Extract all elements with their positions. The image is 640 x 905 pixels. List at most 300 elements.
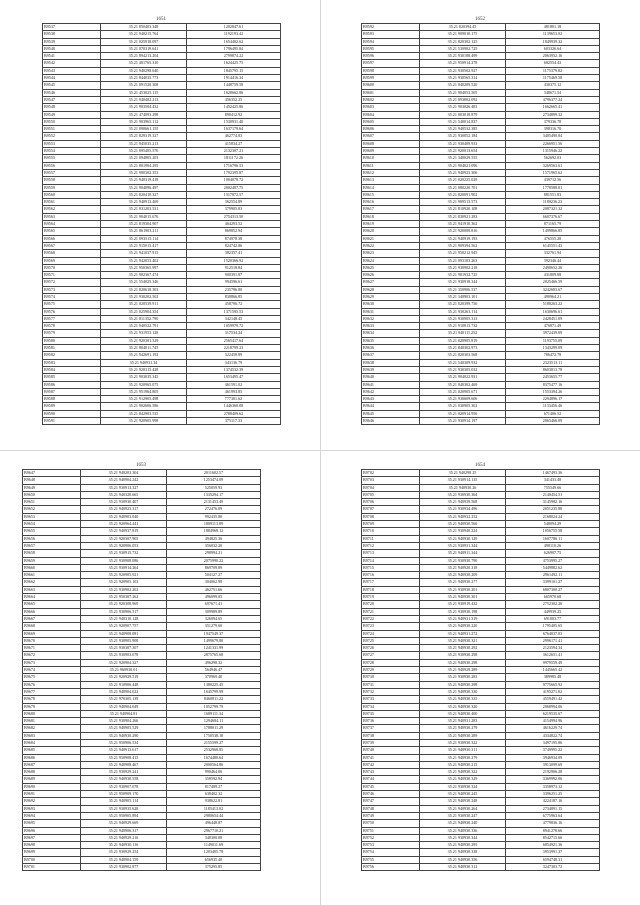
value-cell: 691003.77 — [506, 615, 600, 622]
coordinate-cell: 35.21 940911.344 — [420, 550, 506, 557]
coordinate-cell: 35.21 940930.240 — [420, 820, 506, 827]
value-cell: 392346.44 — [506, 257, 600, 264]
table-row — [43, 257, 281, 264]
point-id-cell: B9752 — [362, 834, 420, 841]
coordinate-cell: 35.21 025918.097 — [101, 38, 187, 45]
coordinate-cell: 35.21 930931.344 — [420, 542, 506, 549]
point-id-cell: B9736 — [362, 718, 420, 725]
table-row — [23, 805, 261, 812]
value-cell: 656935.40 — [167, 856, 261, 863]
table-row — [362, 366, 600, 373]
table-row — [43, 330, 281, 337]
table-row — [362, 45, 600, 52]
coordinate-cell: 35.21 940930.400 — [420, 710, 506, 717]
table-row — [362, 491, 600, 498]
value-cell: 2123594.34 — [506, 645, 600, 652]
coordinate-cell: 35.21 940930.329 — [420, 776, 506, 783]
value-cell: 2192906.28 — [506, 769, 600, 776]
value-cell: 2565417.64 — [187, 337, 281, 344]
point-id-cell: B9702 — [362, 470, 420, 477]
value-cell: 817489.27 — [167, 783, 261, 790]
table-row — [43, 155, 281, 162]
point-id-cell: B9615 — [362, 191, 420, 198]
coordinate-cell: 35.21 940930.330 — [420, 688, 506, 695]
point-id-cell: B9547 — [43, 96, 101, 103]
table-row — [23, 864, 261, 871]
value-cell: 2000564.86 — [167, 761, 261, 768]
table-row — [362, 718, 600, 725]
point-id-cell: B9614 — [362, 184, 420, 191]
table-row — [362, 528, 600, 535]
table-row — [23, 783, 261, 790]
value-cell: 8941278.66 — [506, 827, 600, 834]
coordinate-cell: 35.21 940930.129 — [420, 535, 506, 542]
coordinate-table — [22, 469, 261, 871]
coordinate-cell: 35.21 040402.213 — [101, 96, 187, 103]
table-row — [362, 24, 600, 31]
point-id-cell: B9713 — [362, 550, 420, 557]
page-1653 — [22, 462, 260, 871]
point-id-cell: B9732 — [362, 688, 420, 695]
table-row — [362, 206, 600, 213]
coordinate-cell: 35.21 850403.348 — [101, 24, 187, 31]
point-id-cell: B9703 — [362, 477, 420, 484]
value-cell: 494825.36 — [167, 535, 261, 542]
point-id-cell: B9697 — [23, 834, 81, 841]
coordinate-cell: 35.21 940929.289 — [420, 667, 506, 674]
point-id-cell: B9553 — [43, 140, 101, 147]
table-row — [23, 637, 261, 644]
coordinate-cell: 35.21 940929.669 — [81, 820, 167, 827]
coordinate-cell: 35.21 820410.327 — [101, 191, 187, 198]
point-id-cell: B9622 — [362, 242, 420, 249]
table-row — [23, 849, 261, 856]
coordinate-cell: 35.21 930307.307 — [81, 645, 167, 652]
point-id-cell: B9663 — [23, 586, 81, 593]
point-id-cell: B9564 — [43, 221, 101, 228]
table-row — [23, 754, 261, 761]
table-row — [23, 470, 261, 477]
coordinate-cell: 35.21 940931.283 — [420, 718, 506, 725]
table-row — [362, 53, 600, 60]
value-cell: 3396251.25 — [506, 791, 600, 798]
point-id-cell: B9544 — [43, 75, 101, 82]
value-cell: 1845795.15 — [187, 67, 281, 74]
table-row — [362, 403, 600, 410]
table-row — [362, 352, 600, 359]
point-id-cell: B9595 — [362, 45, 420, 52]
value-cell: 1624425.75 — [187, 60, 281, 67]
value-cell: 476555.28 — [506, 235, 600, 242]
coordinate-cell: 35.21 930930.364 — [420, 491, 506, 498]
value-cell: 777301.62 — [187, 396, 281, 403]
coordinate-cell: 35.21 940930.321 — [420, 637, 506, 644]
coordinate-cell: 35.21 804011.745 — [101, 345, 187, 352]
table-row — [23, 718, 261, 725]
coordinate-cell: 35.21 820302.125 — [420, 38, 506, 45]
point-id-cell: B9621 — [362, 235, 420, 242]
value-cell: 1294684.11 — [167, 718, 261, 725]
value-cell: 379905.83 — [187, 206, 281, 213]
coordinate-cell: 35.21 930052.184 — [420, 133, 506, 140]
table-row — [43, 235, 281, 242]
coordinate-cell: 35.21 940904.022 — [81, 688, 167, 695]
point-id-cell: B9600 — [362, 82, 420, 89]
value-cell: 786472.78 — [506, 352, 600, 359]
table-row — [43, 301, 281, 308]
point-id-cell: B9675 — [23, 674, 81, 681]
point-id-cell: B9682 — [23, 725, 81, 732]
value-cell: 2734899.32 — [506, 111, 600, 118]
table-row — [362, 812, 600, 819]
page-title: 1654 — [475, 463, 485, 468]
coordinate-cell: 35.21 040302.469 — [420, 381, 506, 388]
table-row — [362, 337, 600, 344]
coordinate-cell: 35.21 940903.040 — [81, 513, 167, 520]
coordinate-cell: 35.21 940298.640 — [101, 67, 187, 74]
point-id-cell: B9729 — [362, 667, 420, 674]
value-cell: 2068994.06 — [506, 703, 600, 710]
point-id-cell: B9654 — [23, 521, 81, 528]
table-row — [362, 272, 600, 279]
coordinate-cell: 35.21 940932.252 — [420, 513, 506, 520]
value-cell: 430375.12 — [506, 82, 600, 89]
value-cell: 525059.93 — [167, 484, 261, 491]
coordinate-cell: 35.21 930940.224 — [420, 528, 506, 535]
value-cell: 4334822.74 — [506, 732, 600, 739]
point-id-cell: B9590 — [43, 410, 101, 417]
coordinate-cell: 35.21 540309.932 — [420, 359, 506, 366]
coordinate-cell: 35.21 930914.197 — [420, 418, 506, 425]
value-cell: 496298.32 — [167, 659, 261, 666]
value-cell: 2063952.16 — [506, 53, 600, 60]
table-row — [362, 257, 600, 264]
coordinate-cell: 35.21 090661.155 — [101, 126, 187, 133]
coordinate-cell: 35.21 530902.725 — [420, 45, 506, 52]
table-row — [362, 199, 600, 206]
coordinate-cell: 35.21 093103.263 — [420, 257, 506, 264]
table-row — [362, 542, 600, 549]
value-cell: 2799874.22 — [187, 53, 281, 60]
coordinate-cell: 35.21 940913.469 — [101, 199, 187, 206]
coordinate-cell: 35.21 940930.311 — [420, 747, 506, 754]
point-id-cell: B9707 — [362, 506, 420, 513]
coordinate-cell: 35.21 930930.298 — [420, 652, 506, 659]
value-cell: 1180236.23 — [506, 199, 600, 206]
coordinate-cell: 35.21 095405.576 — [101, 148, 187, 155]
table-row — [362, 776, 600, 783]
value-cell: 2266951.56 — [506, 140, 600, 147]
table-row — [362, 864, 600, 871]
table-row — [43, 169, 281, 176]
point-id-cell: B9677 — [23, 688, 81, 695]
coordinate-cell: 35.21 930930.283 — [420, 674, 506, 681]
coordinate-cell: 35.21 940930.356 — [420, 856, 506, 863]
table-row — [43, 352, 281, 359]
table-row — [362, 783, 600, 790]
point-id-cell: B9751 — [362, 827, 420, 834]
point-id-cell: B9612 — [362, 169, 420, 176]
table-row — [23, 645, 261, 652]
table-row — [362, 155, 600, 162]
coordinate-cell: 35.21 940930.295 — [420, 842, 506, 849]
point-id-cell: B9649 — [23, 484, 81, 491]
value-cell: 4796377.24 — [506, 96, 600, 103]
point-id-cell: B9642 — [362, 388, 420, 395]
coordinate-cell: 35.21 930907.078 — [81, 783, 167, 790]
table-row — [23, 725, 261, 732]
table-row — [43, 45, 281, 52]
table-row — [43, 140, 281, 147]
table-row — [23, 528, 261, 535]
table-row — [362, 315, 600, 322]
coordinate-cell: 35.21 940939.568 — [420, 499, 506, 506]
coordinate-cell: 35.21 091520.308 — [101, 82, 187, 89]
coordinate-cell: 35.21 940905.529 — [81, 725, 167, 732]
coordinate-cell: 35.21 940919.193 — [420, 235, 506, 242]
coordinate-cell: 35.21 930934.496 — [420, 506, 506, 513]
value-cell: 4154994.96 — [506, 718, 600, 725]
point-id-cell: B9719 — [362, 594, 420, 601]
coordinate-cell: 35.21 940930.292 — [420, 645, 506, 652]
point-id-cell: B9750 — [362, 820, 420, 827]
value-cell: 626907.75 — [506, 550, 600, 557]
table-row — [362, 330, 600, 337]
table-row — [23, 798, 261, 805]
table-row — [362, 732, 600, 739]
coordinate-cell: 35.21 915015.417 — [101, 242, 187, 249]
value-cell: 340300.08 — [167, 834, 261, 841]
value-cell: 1202847.61 — [187, 24, 281, 31]
point-id-cell: B9634 — [362, 330, 420, 337]
table-row — [362, 623, 600, 630]
value-cell: 3369992.06 — [506, 776, 600, 783]
value-cell: 2754313.50 — [187, 213, 281, 220]
point-id-cell: B9558 — [43, 177, 101, 184]
value-cell: 2323513.11 — [506, 359, 600, 366]
value-cell: 398316.70 — [506, 126, 600, 133]
point-id-cell: B9602 — [362, 96, 420, 103]
table-row — [43, 53, 281, 60]
value-cell: 1645799.99 — [167, 688, 261, 695]
table-row — [23, 491, 261, 498]
coordinate-cell: 35.21 840302.973 — [420, 345, 506, 352]
coordinate-cell: 35.21 810920.108 — [420, 206, 506, 213]
table-row — [23, 506, 261, 513]
coordinate-cell: 35.21 003018.879 — [420, 111, 506, 118]
coordinate-cell: 35.21 941910.362 — [420, 221, 506, 228]
point-id-cell: B9616 — [362, 199, 420, 206]
value-cell: 3399101.27 — [506, 579, 600, 586]
table-row — [362, 470, 600, 477]
coordinate-cell: 35.21 940908.467 — [81, 761, 167, 768]
coordinate-cell: 35.21 930930.344 — [420, 834, 506, 841]
value-cell: 6764037.03 — [506, 630, 600, 637]
point-id-cell: B9726 — [362, 645, 420, 652]
coordinate-cell: 35.21 829319.327 — [101, 133, 187, 140]
point-id-cell: B9576 — [43, 308, 101, 315]
coordinate-cell: 35.21 940930.301 — [420, 594, 506, 601]
table-row — [23, 791, 261, 798]
table-row — [362, 564, 600, 571]
value-cell: 461993.85 — [187, 388, 281, 395]
coordinate-cell: 35.21 930930.201 — [420, 586, 506, 593]
point-id-cell: B9693 — [23, 805, 81, 812]
coordinate-cell: 35.21 070319.641 — [101, 45, 187, 52]
coordinate-cell: 35.21 920906.053 — [81, 542, 167, 549]
point-id-cell: B9591 — [43, 418, 101, 425]
table-row — [362, 301, 600, 308]
table-row — [23, 572, 261, 579]
table-row — [362, 805, 600, 812]
point-id-cell: B9681 — [23, 718, 81, 725]
point-id-cell: B9588 — [43, 396, 101, 403]
value-cell: 2132307.21 — [187, 148, 281, 155]
point-id-cell: B9551 — [43, 126, 101, 133]
value-cell: 1446360.08 — [187, 403, 281, 410]
table-row — [362, 659, 600, 666]
value-cell: 1849939.32 — [506, 38, 600, 45]
coordinate-cell: 35.21 930929.241 — [81, 769, 167, 776]
coordinate-cell: 35.21 950914.278 — [420, 60, 506, 67]
value-cell: 382357.41 — [187, 250, 281, 257]
value-cell: 1795405.65 — [506, 623, 600, 630]
table-row — [362, 184, 600, 191]
table-row — [23, 601, 261, 608]
value-cell: 2967710.21 — [167, 827, 261, 834]
value-cell: 1445665.42 — [506, 667, 600, 674]
table-row — [23, 608, 261, 615]
coordinate-cell: 35.21 940930.298 — [420, 681, 506, 688]
coordinate-cell: 35.21 930919.432 — [420, 601, 506, 608]
point-id-cell: B9725 — [362, 637, 420, 644]
value-cell: 462774.83 — [187, 133, 281, 140]
table-row — [362, 323, 600, 330]
coordinate-cell: 35.21 940930.220 — [420, 623, 506, 630]
table-row — [362, 410, 600, 417]
coordinate-cell: 35.21 950365.997 — [101, 264, 187, 271]
table-row — [23, 586, 261, 593]
value-cell: 317534.24 — [187, 330, 281, 337]
coordinate-cell: 35.21 902606.586 — [101, 403, 187, 410]
value-cell: 890412.92 — [187, 111, 281, 118]
table-row — [362, 140, 600, 147]
point-id-cell: B9744 — [362, 776, 420, 783]
table-row — [23, 594, 261, 601]
point-id-cell: B9742 — [362, 761, 420, 768]
coordinate-cell: 35.21 940930.336 — [420, 827, 506, 834]
value-cell: 2051235.88 — [506, 506, 600, 513]
value-cell: 665970.68 — [506, 594, 600, 601]
table-row — [362, 572, 600, 579]
coordinate-cell: 35.21 940930.215 — [420, 761, 506, 768]
point-id-cell: B9753 — [362, 842, 420, 849]
coordinate-cell: 35.21 950307.262 — [81, 594, 167, 601]
point-id-cell: B9678 — [23, 696, 81, 703]
table-row — [43, 315, 281, 322]
table-row — [43, 366, 281, 373]
coordinate-cell: 35.21 940930.322 — [420, 769, 506, 776]
coordinate-cell: 35.21 820618.303 — [101, 286, 187, 293]
table-row — [43, 279, 281, 286]
table-row — [43, 162, 281, 169]
point-id-cell: B9605 — [362, 118, 420, 125]
table-row — [43, 24, 281, 31]
point-id-cell: B9722 — [362, 615, 420, 622]
point-id-cell: B9716 — [362, 572, 420, 579]
value-cell: 548094.29 — [506, 521, 600, 528]
point-id-cell: B9673 — [23, 659, 81, 666]
value-cell: 496448.87 — [167, 820, 261, 827]
coordinate-cell: 35.21 940920.318 — [420, 564, 506, 571]
page-divider-vertical — [320, 0, 321, 905]
table-row — [23, 630, 261, 637]
table-row — [362, 396, 600, 403]
table-row — [362, 499, 600, 506]
coordinate-cell: 35.21 940522.791 — [101, 323, 187, 330]
point-id-cell: B9748 — [362, 805, 420, 812]
value-cell: 881551.83 — [506, 191, 600, 198]
point-id-cell: B9745 — [362, 783, 420, 790]
table-row — [362, 652, 600, 659]
coordinate-cell: 35.21 820303.568 — [420, 352, 506, 359]
table-row — [23, 688, 261, 695]
coordinate-cell: 35.21 940310.128 — [81, 615, 167, 622]
value-cell: 1175379.82 — [506, 67, 600, 74]
table-row — [362, 696, 600, 703]
value-cell: 8375477.16 — [506, 381, 600, 388]
table-row — [23, 761, 261, 768]
value-cell: 992435.80 — [167, 513, 261, 520]
point-id-cell: B9560 — [43, 191, 101, 198]
value-cell: 1203405.78 — [167, 849, 261, 856]
point-id-cell: B9696 — [23, 827, 81, 834]
coordinate-cell: 35.21 920308.969 — [81, 601, 167, 608]
table-row — [43, 308, 281, 315]
point-id-cell: B9632 — [362, 315, 420, 322]
point-id-cell: B9557 — [43, 169, 101, 176]
point-id-cell: B9692 — [23, 798, 81, 805]
point-id-cell: B9582 — [43, 352, 101, 359]
coordinate-cell: 35.21 930929.254 — [81, 849, 167, 856]
point-id-cell: B9687 — [23, 761, 81, 768]
value-cell: 431809.08 — [506, 272, 600, 279]
value-cell: 755549.66 — [506, 484, 600, 491]
coordinate-cell: 35.21 930914.264 — [81, 564, 167, 571]
value-cell: 464293.52 — [187, 221, 281, 228]
value-cell: 1175469.58 — [506, 75, 600, 82]
coordinate-cell: 35.21 940203.304 — [81, 470, 167, 477]
point-id-cell: B9545 — [43, 82, 101, 89]
point-id-cell: B9694 — [23, 812, 81, 819]
value-cell: 1796495.84 — [187, 45, 281, 52]
value-cell: 304062.98 — [167, 579, 261, 586]
point-id-cell: B9755 — [362, 856, 420, 863]
table-row — [23, 579, 261, 586]
table-row — [43, 67, 281, 74]
table-row — [362, 345, 600, 352]
coordinate-cell: 35.21 080220.701 — [420, 184, 506, 191]
coordinate-cell: 35.21 930905.908 — [81, 637, 167, 644]
value-cell: 1630696.61 — [506, 308, 600, 315]
point-id-cell: B9563 — [43, 213, 101, 220]
coordinate-cell: 35.21 904053.505 — [420, 89, 506, 96]
coordinate-cell: 35.21 940904.049 — [81, 703, 167, 710]
table-row — [362, 235, 600, 242]
point-id-cell: B9676 — [23, 681, 81, 688]
coordinate-cell: 35.21 844035.773 — [101, 75, 187, 82]
coordinate-cell: 35.21 930902.877 — [81, 864, 167, 871]
